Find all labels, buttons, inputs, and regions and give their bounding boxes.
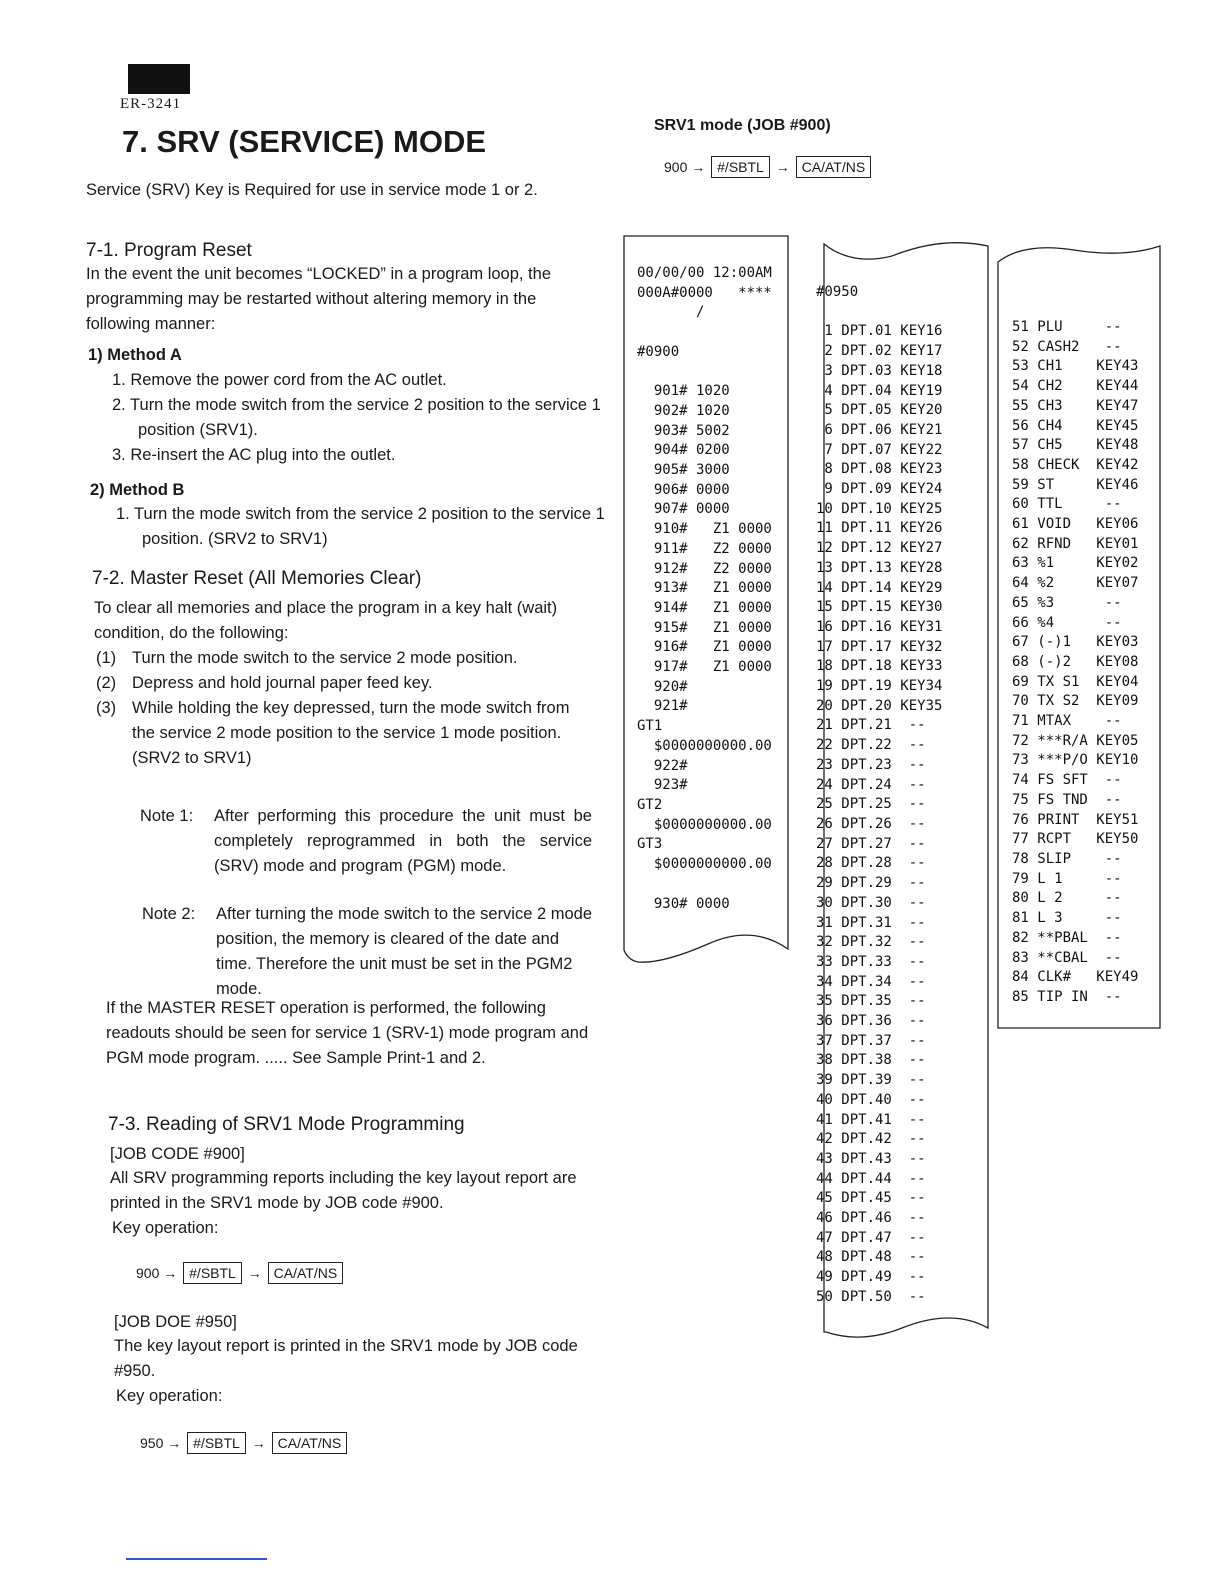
arrow-icon: → [167, 1435, 182, 1451]
footer-rule [126, 1558, 267, 1560]
receipt-line: $0000000000.00 [637, 816, 772, 833]
receipt-line: 902# 1020 [637, 402, 730, 419]
section-71-heading: 7-1. Program Reset [86, 240, 252, 261]
receipt-line: 24 DPT.24 -- [816, 776, 926, 793]
receipt-line: 920# [637, 678, 688, 695]
receipt-line: 64 %2 KEY07 [1012, 575, 1139, 592]
receipt-line: 8 DPT.08 KEY23 [816, 461, 943, 478]
receipt-line: 25 DPT.25 -- [816, 796, 926, 813]
receipt-line: 28 DPT.28 -- [816, 855, 926, 872]
key-op-950 [140, 1432, 349, 1454]
receipt-line: 52 CASH2 -- [1012, 338, 1122, 355]
job-code-950: [JOB DOE #950] [114, 1313, 237, 1331]
op-code: 900 [136, 1265, 160, 1281]
receipt-line: 76 PRINT KEY51 [1012, 811, 1139, 828]
receipt-line: 78 SLIP -- [1012, 850, 1122, 867]
receipt-line: 57 CH5 KEY48 [1012, 437, 1139, 454]
method-b-title: 2) Method B [90, 481, 185, 499]
ca-at-ns-key: CA/AT/NS [272, 1432, 348, 1454]
receipt-job-900 [637, 264, 772, 914]
receipt-line: $0000000000.00 [637, 737, 772, 754]
receipt-line: 53 CH1 KEY43 [1012, 358, 1139, 375]
receipt-line: 71 MTAX -- [1012, 713, 1122, 730]
receipt-line: 912# Z2 0000 [637, 560, 772, 577]
receipt-line: 906# 0000 [637, 481, 730, 498]
note-2-label: Note 2: [142, 905, 196, 923]
receipt-line: 42 DPT.42 -- [816, 1131, 926, 1148]
receipt-line: 930# 0000 [637, 895, 730, 912]
receipt-line: 18 DPT.18 KEY33 [816, 658, 943, 675]
method-a-step-2: 2. Turn the mode switch from the service 2 position to the service 1 position (SRV1). [112, 396, 601, 439]
receipt-line: 51 PLU -- [1012, 319, 1122, 335]
method-a-step-1: 1. Remove the power cord from the AC outlet. [112, 371, 447, 389]
receipt-line: 56 CH4 KEY45 [1012, 417, 1139, 434]
model-number: ER-3241 [120, 96, 182, 112]
arrow-icon: → [247, 1265, 262, 1281]
receipt-line: 21 DPT.21 -- [816, 717, 926, 734]
receipt-line: 19 DPT.19 KEY34 [816, 678, 943, 695]
receipt-line [816, 303, 942, 323]
receipt-line: 922# [637, 757, 688, 774]
arrow-icon: → [163, 1265, 178, 1281]
key-op-900 [136, 1262, 345, 1284]
note-1-label: Note 1: [140, 807, 194, 825]
receipt-line: 62 RFND KEY01 [1012, 535, 1139, 552]
section-73-heading: 7-3. Reading of SRV1 Mode Programming [108, 1114, 465, 1135]
method-b-step-1: 1. Turn the mode switch from the service 2 position to the service 1 position. (SRV2 to SRV1) [116, 505, 605, 548]
receipt-line: 77 RCPT KEY50 [1012, 831, 1139, 848]
note-1-text: After performing this procedure the unit must be completely reprogrammed in both the service (SRV) mode and program (PGM) mode. [214, 807, 592, 875]
receipt-line: 31 DPT.31 -- [816, 914, 926, 931]
receipt-line: 916# Z1 0000 [637, 639, 772, 656]
page-title: 7. SRV (SERVICE) MODE [122, 124, 487, 159]
sbtl-key: #/SBTL [711, 156, 770, 178]
receipt-line: / [637, 304, 705, 321]
receipt-line: 70 TX S2 KEY09 [1012, 693, 1139, 710]
method-a-step-3: 3. Re-insert the AC plug into the outlet. [112, 446, 396, 464]
job-code-900: [JOB CODE #900] [110, 1145, 245, 1163]
receipt-job-950-part-1 [816, 283, 942, 1308]
receipt-line: 903# 5002 [637, 422, 730, 439]
receipt-line: 82 **PBAL -- [1012, 929, 1122, 946]
step-num-3: (3) [96, 699, 117, 717]
receipt-line: 75 FS TND -- [1012, 791, 1122, 808]
receipt-line: 45 DPT.45 -- [816, 1190, 926, 1207]
receipt-line: 17 DPT.17 KEY32 [816, 638, 943, 655]
receipt-line: 36 DPT.36 -- [816, 1013, 926, 1030]
receipt-line: 11 DPT.11 KEY26 [816, 520, 943, 537]
intro-text: Service (SRV) Key is Required for use in service mode 1 or 2. [86, 181, 538, 199]
receipt-line: #0900 [637, 343, 680, 360]
receipt-line: 901# 1020 [637, 383, 730, 400]
receipt-line: 16 DPT.16 KEY31 [816, 618, 943, 635]
sbtl-key: #/SBTL [187, 1432, 246, 1454]
receipt-line: 35 DPT.35 -- [816, 993, 926, 1010]
receipt-line: 58 CHECK KEY42 [1012, 456, 1139, 473]
arrow-icon: → [251, 1435, 266, 1451]
receipt-line: 84 CLK# KEY49 [1012, 969, 1139, 986]
step-num-2: (2) [96, 674, 117, 692]
receipt-line: 65 %3 -- [1012, 594, 1122, 611]
receipt-line: 1 DPT.01 KEY16 [816, 323, 943, 340]
receipt-line: 29 DPT.29 -- [816, 875, 926, 892]
receipt-line: 9 DPT.09 KEY24 [816, 481, 943, 498]
receipt-line [637, 323, 772, 343]
receipt-line: 15 DPT.15 KEY30 [816, 599, 943, 616]
receipt-line: 85 TIP IN -- [1012, 988, 1122, 1005]
receipt-line: 55 CH3 KEY47 [1012, 397, 1139, 414]
receipt-line: 54 CH2 KEY44 [1012, 378, 1139, 395]
receipt-line: 34 DPT.34 -- [816, 973, 926, 990]
ca-at-ns-key: CA/AT/NS [268, 1262, 344, 1284]
receipt-job-950-part-2 [1012, 318, 1138, 1008]
receipt-line: 32 DPT.32 -- [816, 934, 926, 951]
receipt-line: 38 DPT.38 -- [816, 1052, 926, 1069]
receipt-line: 60 TTL -- [1012, 496, 1122, 513]
receipt-line: 43 DPT.43 -- [816, 1150, 926, 1167]
receipt-line: 72 ***R/A KEY05 [1012, 732, 1139, 749]
receipt-line: 7 DPT.07 KEY22 [816, 441, 943, 458]
receipt-line: 44 DPT.44 -- [816, 1170, 926, 1187]
key-operation-label: Key operation: [112, 1219, 219, 1237]
receipt-line: 63 %1 KEY02 [1012, 555, 1139, 572]
receipt-line: 39 DPT.39 -- [816, 1072, 926, 1089]
receipt-line: 37 DPT.37 -- [816, 1032, 926, 1049]
step-text-3: While holding the key depressed, turn the mode switch from the service 2 mode position to the service 1 mode position. (SRV2 to SRV1) [132, 699, 570, 767]
receipt-line: 10 DPT.10 KEY25 [816, 500, 943, 517]
arrow-icon: → [691, 159, 706, 175]
receipt-line: 22 DPT.22 -- [816, 737, 926, 754]
receipt-line: 47 DPT.47 -- [816, 1229, 926, 1246]
arrow-icon: → [775, 159, 790, 175]
receipt-line: GT1 [637, 718, 663, 735]
receipt-line: 83 **CBAL -- [1012, 949, 1122, 966]
ca-at-ns-key: CA/AT/NS [796, 156, 872, 178]
receipt-line: 000A#0000 **** [637, 284, 772, 301]
receipt-line: 915# Z1 0000 [637, 619, 772, 636]
receipt-line: 46 DPT.46 -- [816, 1210, 926, 1227]
op-code: 950 [140, 1435, 164, 1451]
receipt-line: 27 DPT.27 -- [816, 835, 926, 852]
receipt-line: 923# [637, 777, 688, 794]
op-code: 900 [664, 159, 688, 175]
receipt-line: 81 L 3 -- [1012, 910, 1122, 927]
receipt-line: #0950 [816, 284, 859, 300]
receipt-line: 4 DPT.04 KEY19 [816, 382, 943, 399]
receipt-line: 61 VOID KEY06 [1012, 516, 1139, 533]
sbtl-key: #/SBTL [183, 1262, 242, 1284]
receipt-line: 910# Z1 0000 [637, 521, 772, 538]
logo-block [128, 64, 190, 94]
receipt-line: 14 DPT.14 KEY29 [816, 579, 943, 596]
receipt-line: GT2 [637, 796, 663, 813]
receipt-line: 3 DPT.03 KEY18 [816, 362, 943, 379]
receipt-line: 79 L 1 -- [1012, 870, 1122, 887]
receipt-line [637, 875, 772, 895]
receipt-line: 59 ST KEY46 [1012, 476, 1139, 493]
master-reset-note: If the MASTER RESET operation is performed, the following readouts should be seen for service 1 (SRV-1) mode program and PGM mode program. ..... See Sample Print-1 and 2. [106, 999, 589, 1067]
srv1-mode-title: SRV1 mode (JOB #900) [654, 117, 831, 134]
section-71-text: In the event the unit becomes “LOCKED” in a program loop, the programming may be restarted without altering memory in the following manner: [86, 265, 551, 333]
step-num-1: (1) [96, 649, 117, 667]
receipt-line: GT3 [637, 836, 663, 853]
receipt-line: 40 DPT.40 -- [816, 1091, 926, 1108]
job-950-text: The key layout report is printed in the SRV1 mode by JOB code #950. [114, 1337, 578, 1380]
section-73-text: All SRV programming reports including the key layout report are printed in the SRV1 mode by JOB code #900. [110, 1169, 577, 1212]
step-text-1: Turn the mode switch to the service 2 mode position. [132, 649, 518, 667]
receipt-line: 68 (-)2 KEY08 [1012, 653, 1139, 670]
receipt-line: 23 DPT.23 -- [816, 756, 926, 773]
receipt-line: 00/00/00 12:00AM [637, 265, 772, 281]
receipt-line: 907# 0000 [637, 501, 730, 518]
receipt-line: 30 DPT.30 -- [816, 894, 926, 911]
key-op-900-right [664, 156, 873, 178]
receipt-line: 20 DPT.20 KEY35 [816, 697, 943, 714]
receipt-line: 6 DPT.06 KEY21 [816, 421, 943, 438]
receipt-line: 904# 0200 [637, 442, 730, 459]
receipt-line: 12 DPT.12 KEY27 [816, 540, 943, 557]
receipt-line: 26 DPT.26 -- [816, 815, 926, 832]
receipt-line: 5 DPT.05 KEY20 [816, 402, 943, 419]
receipt-line: 67 (-)1 KEY03 [1012, 634, 1139, 651]
step-text-2: Depress and hold journal paper feed key. [132, 674, 433, 692]
receipt-line: 48 DPT.48 -- [816, 1249, 926, 1266]
receipt-line: 41 DPT.41 -- [816, 1111, 926, 1128]
section-72-heading: 7-2. Master Reset (All Memories Clear) [92, 568, 422, 589]
receipt-line: 50 DPT.50 -- [816, 1288, 926, 1305]
receipt-line [637, 363, 772, 383]
receipt-line: 913# Z1 0000 [637, 580, 772, 597]
receipt-line: 49 DPT.49 -- [816, 1269, 926, 1286]
receipt-line: 69 TX S1 KEY04 [1012, 673, 1139, 690]
receipt-line: 921# [637, 698, 688, 715]
receipt-line: 13 DPT.13 KEY28 [816, 559, 943, 576]
receipt-line: 905# 3000 [637, 462, 730, 479]
receipt-line: 74 FS SFT -- [1012, 772, 1122, 789]
receipt-line: 66 %4 -- [1012, 614, 1122, 631]
receipt-line: 911# Z2 0000 [637, 540, 772, 557]
note-2-text: After turning the mode switch to the service 2 mode position, the memory is cleared of the date and time. Therefore the unit must be set in the PGM2 mode. [216, 905, 593, 998]
receipt-line: 80 L 2 -- [1012, 890, 1122, 907]
key-operation-label-2: Key operation: [116, 1387, 223, 1405]
section-72-text: To clear all memories and place the program in a key halt (wait) condition, do the following: [94, 599, 558, 642]
receipt-line: 73 ***P/O KEY10 [1012, 752, 1139, 769]
receipt-line: 914# Z1 0000 [637, 599, 772, 616]
receipt-line: 2 DPT.02 KEY17 [816, 343, 943, 360]
receipt-line: 917# Z1 0000 [637, 659, 772, 676]
method-a-title: 1) Method A [88, 346, 182, 364]
receipt-line: 33 DPT.33 -- [816, 953, 926, 970]
receipt-line: $0000000000.00 [637, 856, 772, 873]
